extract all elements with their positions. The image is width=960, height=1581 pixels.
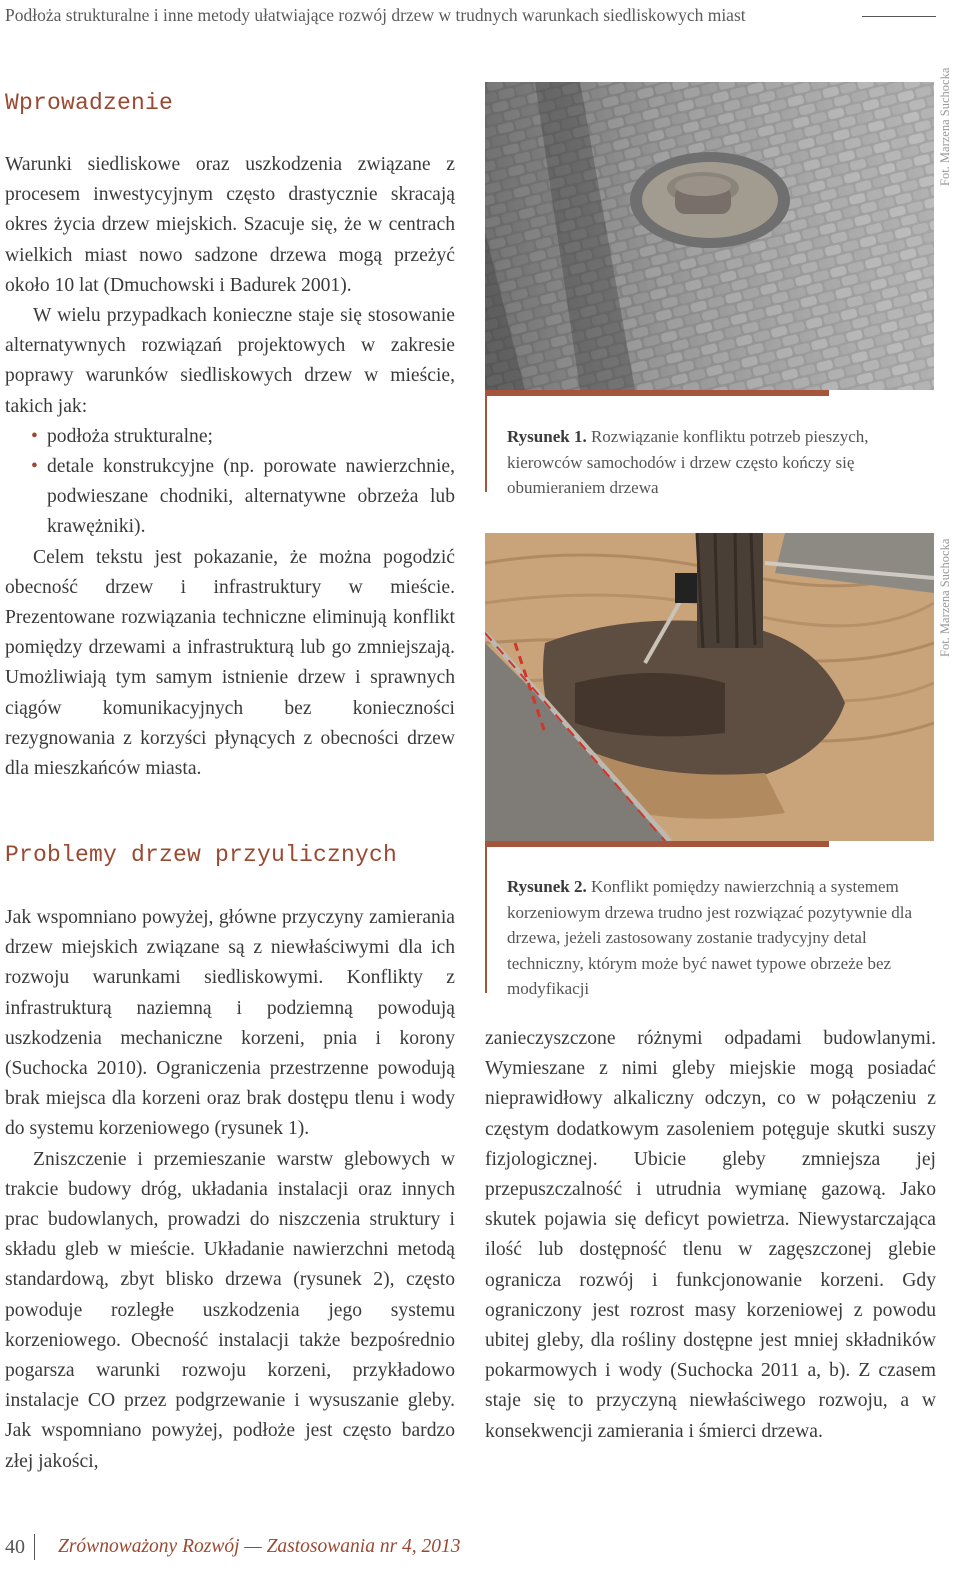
figure-1-caption (507, 424, 937, 501)
intro-paragraph-1: Warunki siedliskowe oraz uszkodzenia związane z procesem inwestycyjnym często drastycznie skracają okres życia drzew miejskich. Szacuje się, że w centrach wielkich miast nowo sadzone drzewa mogą przeżyć około 10 lat (Dmuchowski i Badurek 2001). (5, 154, 455, 296)
problems-paragraph-3: zanieczyszczone różnymi odpadami budowlanymi. Wymieszane z nimi gleby miejskie mogą posiadać nieprawidłowy alkaliczny odczyn, co w połączeniu z częstym dodatkowym zasoleniem potęguje skutki suszy fizjologicznej. Ubicie gleby zmniejsza jej przepuszczalność i utrudnia wymianę gazową. Jako skutek pojawia się deficyt powietrza. Niewystarczająca ilość lub dostępność tlenu w zagęszczonej glebie ogranicza rozwój i funkcjonowanie korzeni. Gdy ograniczony jest rozrost masy korzeniowej z powodu ubitej gleby, dla rośliny dostępne jest mniej składników pokarmowych i wody (Suchocka 2011 a, b). Z czasem staje się to przyczyną niewłaściwego rozwoju, a w konsekwencji zamierania i śmierci drzewa. (485, 1028, 936, 1442)
intro-bullet-list (5, 422, 455, 543)
figure-1-caption-bar (485, 390, 829, 396)
figure-2-caption-text: Konflikt pomiędzy nawierzchnią a systemem korzeniowym drzewa trudno jest rozwiązać pozytywnie dla drzewa, jeżeli zastosowany zostanie tradycyjny detal techniczny, którym może być nawet typowe obrzeże bez modyfikacji (507, 877, 913, 998)
figure-2-label: Rysunek 2. (507, 877, 587, 896)
footer-divider (34, 1534, 35, 1560)
figure-1-credit: Fot. Marzena Suchocka (938, 67, 952, 186)
figure-2-caption-bar (485, 841, 829, 847)
figure-1-caption-rule (485, 396, 487, 492)
figure-1-label: Rysunek 1. (507, 427, 587, 446)
problems-heading: Problemy drzew przyulicznych (5, 842, 398, 868)
running-header: Podłoża strukturalne i inne metody ułatwiające rozwój drzew w trudnych warunkach siedliskowych miast (5, 5, 746, 25)
intro-heading: Wprowadzenie (5, 90, 174, 116)
problems-body-right (485, 1024, 936, 1447)
problems-body-left (5, 903, 455, 1477)
problems-paragraph-2: Zniszczenie i przemieszanie warstw glebowych w trakcie budowy dróg, układania instalacji oraz innych prac budowlanych, prowadzi do niszczenia struktury i składu gleb w mieście. Układanie nawierzchni metodą standardową, zbyt blisko drzewa (rysunek 2), często powoduje rozległe uszkodzenia jego systemu korzeniowego. Obecność instalacji także bezpośrednio pogarsza warunki rozwoju korzeni, przykładowo instalacje CO przez podgrzewanie i wysuszanie gleby. Jak wspomniano powyżej, podłoże jest często bardzo złej jakości, (5, 1148, 455, 1472)
bullet-marker: • (31, 456, 38, 478)
figure-1-photo (485, 82, 934, 390)
paving-stones-photo (485, 82, 934, 390)
intro-body (5, 150, 455, 784)
figure-2-caption-rule (485, 847, 487, 993)
figure-2-caption (507, 874, 935, 1002)
journal-title: Zrównoważony Rozwój — Zastosowania nr 4, 2013 (58, 1536, 461, 1557)
tree-root-photo (485, 533, 934, 841)
page-number: 40 (5, 1536, 25, 1558)
figure-2-credit: Fot. Marzena Suchocka (938, 538, 952, 657)
problems-paragraph-1: Jak wspomniano powyżej, główne przyczyny zamierania drzew miejskich związane są z niewłaściwymi dla ich rozwoju warunkami siedliskowymi. Konflikty z infrastrukturą naziemną i podziemną powodują uszkodzenia mechaniczne korzeni, pnia i korony (Suchocka 2010). Ograniczenia przestrzenne powodują brak miejsca dla korzeni oraz brak dostępu tlenu i wody do systemu korzeniowego (rysunek 1). (5, 907, 455, 1140)
intro-paragraph-3: Celem tekstu jest pokazanie, że można pogodzić obecność drzew i infrastruktury w mieście. Prezentowane rozwiązania techniczne eliminują konflikt pomiędzy drzewami a infrastrukturą lub go zmniejszają. Umożliwiają tym samym istnienie drzew i sprawnych ciągów komunikacyjnych bez konieczności rezygnowania z korzyści płynących z obecności drzew dla mieszkańców miasta. (5, 546, 455, 780)
intro-paragraph-2: W wielu przypadkach konieczne staje się stosowanie alternatywnych rozwiązań projektowych w zakresie poprawy warunków siedliskowych drzew w mieście, takich jak: (5, 305, 455, 417)
list-item: • detale konstrukcyjne (np. porowate nawierzchnie, podwieszane chodniki, alternatywne obrzeża lub krawężniki). (5, 452, 455, 543)
figure-1-caption-text: Rozwiązanie konfliktu potrzeb pieszych, kierowców samochodów i drzew często kończy się obumieraniem drzewa (507, 427, 869, 497)
bullet-marker: • (31, 425, 38, 447)
header-rule (862, 16, 936, 17)
list-item: • podłoża strukturalne; (5, 422, 455, 452)
figure-2-photo (485, 533, 934, 841)
